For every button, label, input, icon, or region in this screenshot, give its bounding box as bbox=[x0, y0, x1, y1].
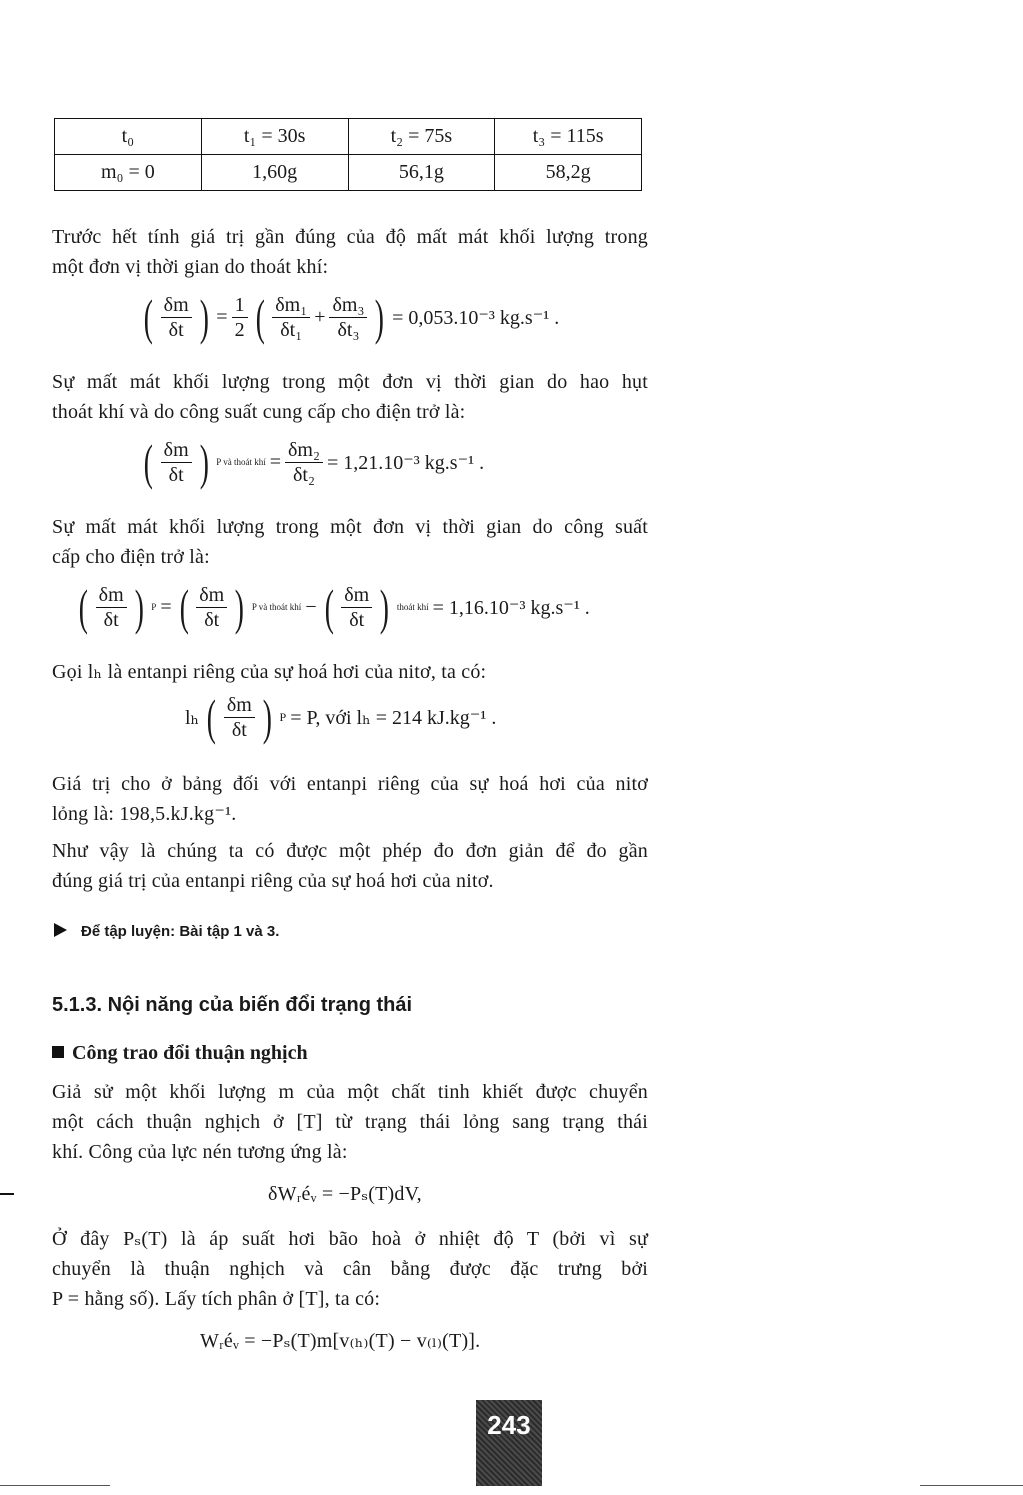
equals-sign: = bbox=[269, 450, 281, 473]
table-row bbox=[55, 155, 642, 191]
enthalpy-symbol: lₕ bbox=[185, 706, 200, 729]
paren-right: ) bbox=[134, 579, 144, 635]
table-cell: m₀ = 0 bbox=[55, 155, 202, 191]
fraction: $\frac{\delta m}{\delta t}$ bbox=[161, 293, 192, 342]
fraction: $\frac{\delta m}{\delta t}$ bbox=[196, 583, 227, 632]
paragraph-line: đúng giá trị của entanpi riêng của sự hoá hơi của nitơ. bbox=[52, 870, 494, 892]
paragraph-line: cấp cho điện trở là: bbox=[52, 546, 210, 568]
table-cell: 1,60g bbox=[201, 155, 348, 191]
paragraph-line: Gọi lₕ là entanpi riêng của sự hoá hơi của nitơ, ta có: bbox=[52, 661, 487, 683]
paren-right: ) bbox=[379, 579, 390, 635]
paragraph-line: Giá trị cho ở bảng đối với entanpi riêng của sự hoá hơi của nitơ bbox=[52, 773, 648, 795]
table-cell: t₀ bbox=[55, 119, 202, 155]
equation-5: δWᵣéᵥ = −Pₛ(T)dV, bbox=[268, 1183, 422, 1205]
paragraph-line: một đơn vị thời gian do thoát khí: bbox=[52, 256, 329, 278]
subscript: P và thoát khí bbox=[216, 457, 266, 467]
section-heading: 5.1.3. Nội năng của biến đổi trạng thái bbox=[52, 994, 413, 1016]
margin-mark bbox=[0, 1193, 14, 1195]
table-cell: 56,1g bbox=[348, 155, 495, 191]
paren-left: ( bbox=[255, 289, 265, 345]
fraction: $\frac{1}{2}$ bbox=[232, 293, 248, 342]
divider bbox=[0, 1485, 110, 1486]
equation-3 bbox=[75, 575, 594, 639]
paragraph-line: một cách thuận nghịch ở [T] từ trạng thái lỏng sang trạng thái bbox=[52, 1111, 648, 1133]
paragraph-line: Sự mất mát khối lượng trong một đơn vị thời gian do công suất bbox=[52, 516, 648, 538]
equation-result: = P, với lₕ = 214 kJ.kg⁻¹ . bbox=[290, 706, 497, 729]
equation-2 bbox=[140, 430, 488, 494]
equation-result: = 1,16.10⁻³ kg.s⁻¹ . bbox=[432, 596, 590, 619]
paren-right: ) bbox=[199, 434, 209, 490]
table-row bbox=[55, 119, 642, 155]
plus-sign: + bbox=[314, 305, 326, 328]
equation-4 bbox=[185, 685, 500, 749]
paragraph-line: Trước hết tính giá trị gần đúng của độ mất mát khối lượng trong bbox=[52, 226, 648, 248]
fraction: $\frac{\text{δm₃}}{\text{δt₃}}$ bbox=[329, 293, 367, 342]
subsection-heading bbox=[52, 1038, 308, 1068]
equation-result: = 1,21.10⁻³ kg.s⁻¹ . bbox=[326, 451, 485, 474]
subscript: P bbox=[279, 709, 287, 724]
page-number: 243 bbox=[476, 1400, 542, 1486]
paren-left: ( bbox=[143, 289, 153, 345]
subsection-title: Công trao đổi thuận nghịch bbox=[72, 1042, 308, 1064]
paragraph-line: Ở đây Pₛ(T) là áp suất hơi bão hoà ở nhiệt độ T (bởi vì sự bbox=[52, 1228, 648, 1250]
fraction: $\frac{\text{δm₂}}{\text{δt₂}}$ bbox=[285, 438, 323, 487]
paragraph-line: Giả sử một khối lượng m của một chất tinh khiết được chuyển bbox=[52, 1081, 648, 1103]
paren-right: ) bbox=[262, 689, 272, 745]
fraction: $\frac{\delta m}{\delta t}$ bbox=[161, 438, 192, 487]
table-cell: t₃ = 115s bbox=[495, 119, 642, 155]
data-table bbox=[54, 118, 642, 191]
paragraph-line: thoát khí và do công suất cung cấp cho điện trở là: bbox=[52, 401, 466, 423]
fraction: $\frac{\delta m}{\delta t}$ bbox=[341, 583, 372, 632]
paren-right: ) bbox=[375, 289, 385, 345]
paren-right: ) bbox=[234, 579, 245, 635]
equation-1 bbox=[140, 285, 563, 349]
exercise-note bbox=[54, 920, 279, 944]
equation-6: Wᵣéᵥ = −Pₛ(T)m[v₍ₕ₎(T) − v₍ₗ₎(T)]. bbox=[200, 1330, 481, 1352]
paren-left: ( bbox=[179, 579, 189, 635]
paren-right: ) bbox=[199, 289, 209, 345]
table-cell: t₁ = 30s bbox=[201, 119, 348, 155]
paren-left: ( bbox=[206, 689, 217, 745]
table-cell: 58,2g bbox=[495, 155, 642, 191]
fraction: $\frac{\delta m}{\delta t}$ bbox=[224, 693, 255, 742]
fraction: $\frac{\text{δm₁}}{\text{δt₁}}$ bbox=[272, 293, 310, 342]
paragraph-line: chuyển là thuận nghịch và cân bằng được đặc trưng bởi bbox=[52, 1258, 648, 1280]
paragraph-line: Như vậy là chúng ta có được một phép đo đơn giản để đo gần bbox=[52, 840, 648, 862]
arrow-bullet-icon bbox=[54, 923, 67, 937]
paragraph-line: lỏng là: 198,5.kJ.kg⁻¹. bbox=[52, 803, 237, 825]
paren-left: ( bbox=[78, 579, 88, 635]
paren-left: ( bbox=[143, 434, 153, 490]
paragraph-line: khí. Công của lực nén tương ứng là: bbox=[52, 1141, 348, 1163]
subscript: P và thoát khí bbox=[251, 602, 302, 612]
minus-sign: − bbox=[305, 595, 317, 618]
subscript: thoát khí bbox=[396, 602, 429, 612]
equation-result: = 0,053.10⁻³ kg.s⁻¹ . bbox=[392, 306, 560, 329]
paren-left: ( bbox=[324, 579, 334, 635]
square-bullet-icon bbox=[52, 1046, 64, 1058]
equals-sign: = bbox=[160, 595, 172, 618]
table-cell: t₂ = 75s bbox=[348, 119, 495, 155]
paragraph-line: Sự mất mát khối lượng trong một đơn vị thời gian do hao hụt bbox=[52, 371, 648, 393]
divider bbox=[920, 1485, 1023, 1486]
fraction: $\frac{\delta m}{\delta t}$ bbox=[96, 583, 127, 632]
paragraph-line: P = hằng số). Lấy tích phân ở [T], ta có: bbox=[52, 1288, 381, 1310]
exercise-text: Để tập luyện: Bài tập 1 và 3. bbox=[81, 923, 280, 940]
subscript: P bbox=[151, 602, 157, 612]
equals-sign: = bbox=[216, 305, 228, 328]
